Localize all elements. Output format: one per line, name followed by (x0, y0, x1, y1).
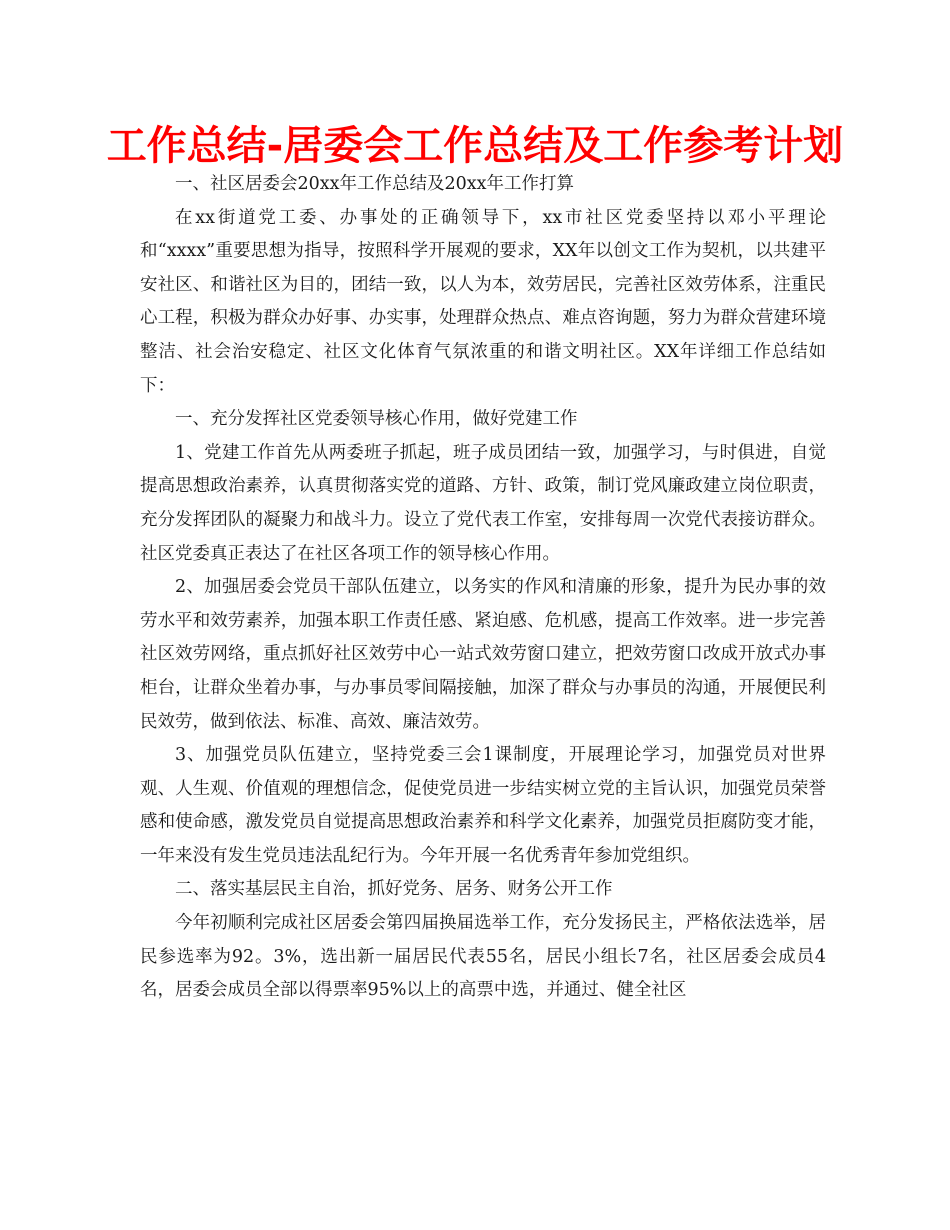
paragraph-item-3: 3、加强党员队伍建立，坚持党委三会1课制度，开展理论学习，加强党员对世界观、人生观、价值观的理想信念，促使党员进一步结实树立党的主旨认识，加强党员荣誉感和使命感，激发党员自觉提高思想政治素养和科学文化素养，加强党员拒腐防变才能，一年来没有发生党员违法乱纪行为。今年开展一名优秀青年参加党组织。 (140, 745, 826, 866)
paragraph-section-heading-1: 一、社区居委会20xx年工作总结及20xx年工作打算 (175, 174, 575, 194)
document-body (140, 168, 826, 1008)
paragraph-heading-democracy: 二、落实基层民主自治，抓好党务、居务、财务公开工作 (175, 879, 613, 900)
paragraph-item-1: 1、党建工作首先从两委班子抓起，班子成员团结一致，加强学习，与时俱进，自觉提高思想政治素养，认真贯彻落实党的道路、方针、政策，制订党风廉政建立岗位职责，充分发挥团队的凝聚力和战斗力。设立了党代表工作室，安排每周一次党代表接访群众。社区党委真正表达了在社区各项工作的领导核心作用。 (140, 442, 826, 564)
paragraph-election: 今年初顺利完成社区居委会第四届换届选举工作，充分发扬民主，严格依法选举，居民参选率为92。3%，选出新一届居民代表55名，居民小组长7名，社区居委会成员4名，居委会成员全部以得票率95%以上的高票中选，并通过、健全社区 (140, 913, 826, 1001)
paragraph-item-2: 2、加强居委会党员干部队伍建立，以务实的作风和清廉的形象，提升为民办事的效劳水平和效劳素养，加强本职工作责任感、紧迫感、危机感，提高工作效率。进一步完善社区效劳网络，重点抓好社区效劳中心一站式效劳窗口建立，把效劳窗口改成开放式办事柜台，让群众坐着办事，与办事员零间隔接触，加深了群众与办事员的沟通，开展便民利民效劳，做到依法、标准、高效、廉洁效劳。 (140, 577, 826, 732)
paragraph-intro: 在xx街道党工委、办事处的正确领导下，xx市社区党委坚持以邓小平理论和“xxxx”重要思想为指导，按照科学开展观的要求，XX年以创文工作为契机，以共建平安社区、和谐社区为目的，团结一致，以人为本，效劳居民，完善社区效劳体系，注重民心工程，积极为群众办好事、办实事，处理群众热点、难点咨询题，努力为群众营建环境整洁、社会治安稳定、社区文化体育气氛浓重的和谐文明社区。XX年详细工作总结如下： (140, 207, 826, 396)
document-title: 工作总结-居委会工作总结及工作参考计划 (106, 123, 844, 169)
paragraph-heading-party-building: 一、充分发挥社区党委领导核心作用，做好党建工作 (175, 409, 578, 430)
